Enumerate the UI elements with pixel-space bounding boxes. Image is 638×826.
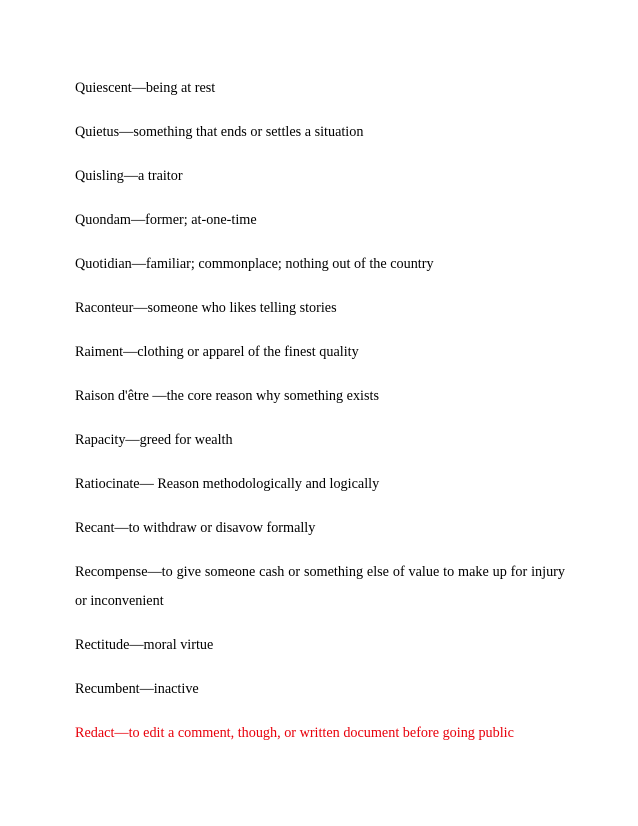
vocab-entry-raiment: Raiment—clothing or apparel of the finest quality bbox=[75, 344, 359, 360]
vocab-entry-quiescent: Quiescent—being at rest bbox=[75, 80, 216, 96]
vocab-entry-quotidian: Quotidian—familiar; commonplace; nothing out of the country bbox=[75, 256, 434, 272]
vocab-entry-rectitude: Rectitude—moral virtue bbox=[75, 637, 214, 653]
vocab-entry-recumbent: Recumbent—inactive bbox=[75, 681, 199, 697]
vocabulary-list bbox=[75, 74, 565, 763]
vocab-entry-redact: Redact—to edit a comment, though, or written document before going public bbox=[75, 725, 514, 741]
vocab-entry-quisling: Quisling—a traitor bbox=[75, 168, 183, 184]
vocab-entry-quietus: Quietus—something that ends or settles a situation bbox=[75, 124, 364, 140]
vocab-entry-raconteur: Raconteur—someone who likes telling stories bbox=[75, 300, 337, 316]
vocab-entry-ratiocinate: Ratiocinate— Reason methodologically and logically bbox=[75, 476, 380, 492]
vocab-entry-raison-detre: Raison d'être —the core reason why something exists bbox=[75, 388, 379, 404]
vocab-entry-rapacity: Rapacity—greed for wealth bbox=[75, 432, 233, 448]
vocab-entry-quondam: Quondam—former; at-one-time bbox=[75, 212, 257, 228]
vocab-entry-recompense: Recompense—to give someone cash or something else of value to make up for injury or inconvenient bbox=[75, 564, 565, 609]
vocab-entry-recant: Recant—to withdraw or disavow formally bbox=[75, 520, 316, 536]
